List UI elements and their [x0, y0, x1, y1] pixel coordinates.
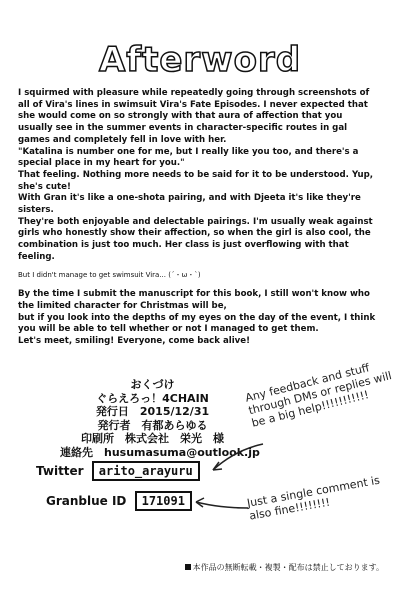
paragraph: With Gran it's like a one-shota pairing, and with Djeeta it's like they're sisters. — [18, 193, 361, 216]
handwritten-note-feedback: Any feedback and stuff through DMs or replies will be a big help!!!!!!!!!!! — [244, 361, 393, 430]
paragraph: That feeling. Nothing more needs to be said for it to be understood. Yup, she's cute! — [18, 169, 374, 192]
paragraph: Let's meet, smiling! Everyone, come back alive! — [18, 336, 251, 347]
twitter-label: Twitter — [36, 464, 84, 478]
paragraph: "Katalina is number one for me, but I really like you too, and there's a special place in my heart for you." — [18, 146, 359, 169]
paragraph: I squirmed with pleasure while repeatedly going through screenshots of all of Vira's lines in swimsuit Vira's Fate Episodes. I never expected that she would come on so strongly with that aura of affection that you usually see in the summer events in character-specific routes in gal games and completely fell in love with her. — [18, 88, 370, 145]
paragraph: They're both enjoyable and delectable pairings. I'm usually weak against girls who honestly show their affection, so when the girl is also cool, the combination is just too much. Her class is just overflowing with that feeling. — [18, 216, 373, 262]
colophon-publisher: 発行者 有都あらゆる — [97, 418, 208, 432]
paragraph: but if you look into the depths of my eyes on the day of the event, I think you will be able to tell whether or not I managed to get them. — [18, 312, 376, 335]
afterword-body — [18, 88, 380, 348]
arrow-to-twitter — [205, 440, 265, 480]
colophon-printer: 印刷所 株式会社 栄光 様 — [81, 432, 224, 445]
colophon-heading: おくづけ — [130, 378, 175, 391]
granblue-id: 171091 — [135, 491, 192, 511]
side-note: But I didn't manage to get swimsuit Vira... (´・ω・`) — [18, 270, 201, 279]
copyright-footer — [185, 562, 384, 573]
colophon-date: 発行日 2015/12/31 — [95, 405, 210, 418]
square-bullet-icon — [185, 564, 191, 570]
twitter-handle: arito_arayuru — [92, 461, 200, 481]
colophon-contact: 連絡先 husumasuma@outlook.jp — [60, 445, 260, 459]
paragraph: By the time I submit the manuscript for this book, I still won't know who the limited character for Christmas will be, — [18, 289, 370, 311]
arrow-to-granblue — [190, 494, 250, 514]
colophon-book-title: ぐらえろっ！4CHAIN — [96, 391, 209, 405]
granblue-row — [46, 491, 192, 511]
footer-text: 本作品の無断転載・複製・配布は禁止しております。 — [192, 563, 384, 572]
page-title: Afterword — [98, 40, 302, 80]
twitter-row — [36, 461, 200, 481]
handwritten-note-comment: Just a single comment is also fine!!!!!!!! — [246, 473, 381, 523]
granblue-label: Granblue ID — [46, 494, 127, 508]
